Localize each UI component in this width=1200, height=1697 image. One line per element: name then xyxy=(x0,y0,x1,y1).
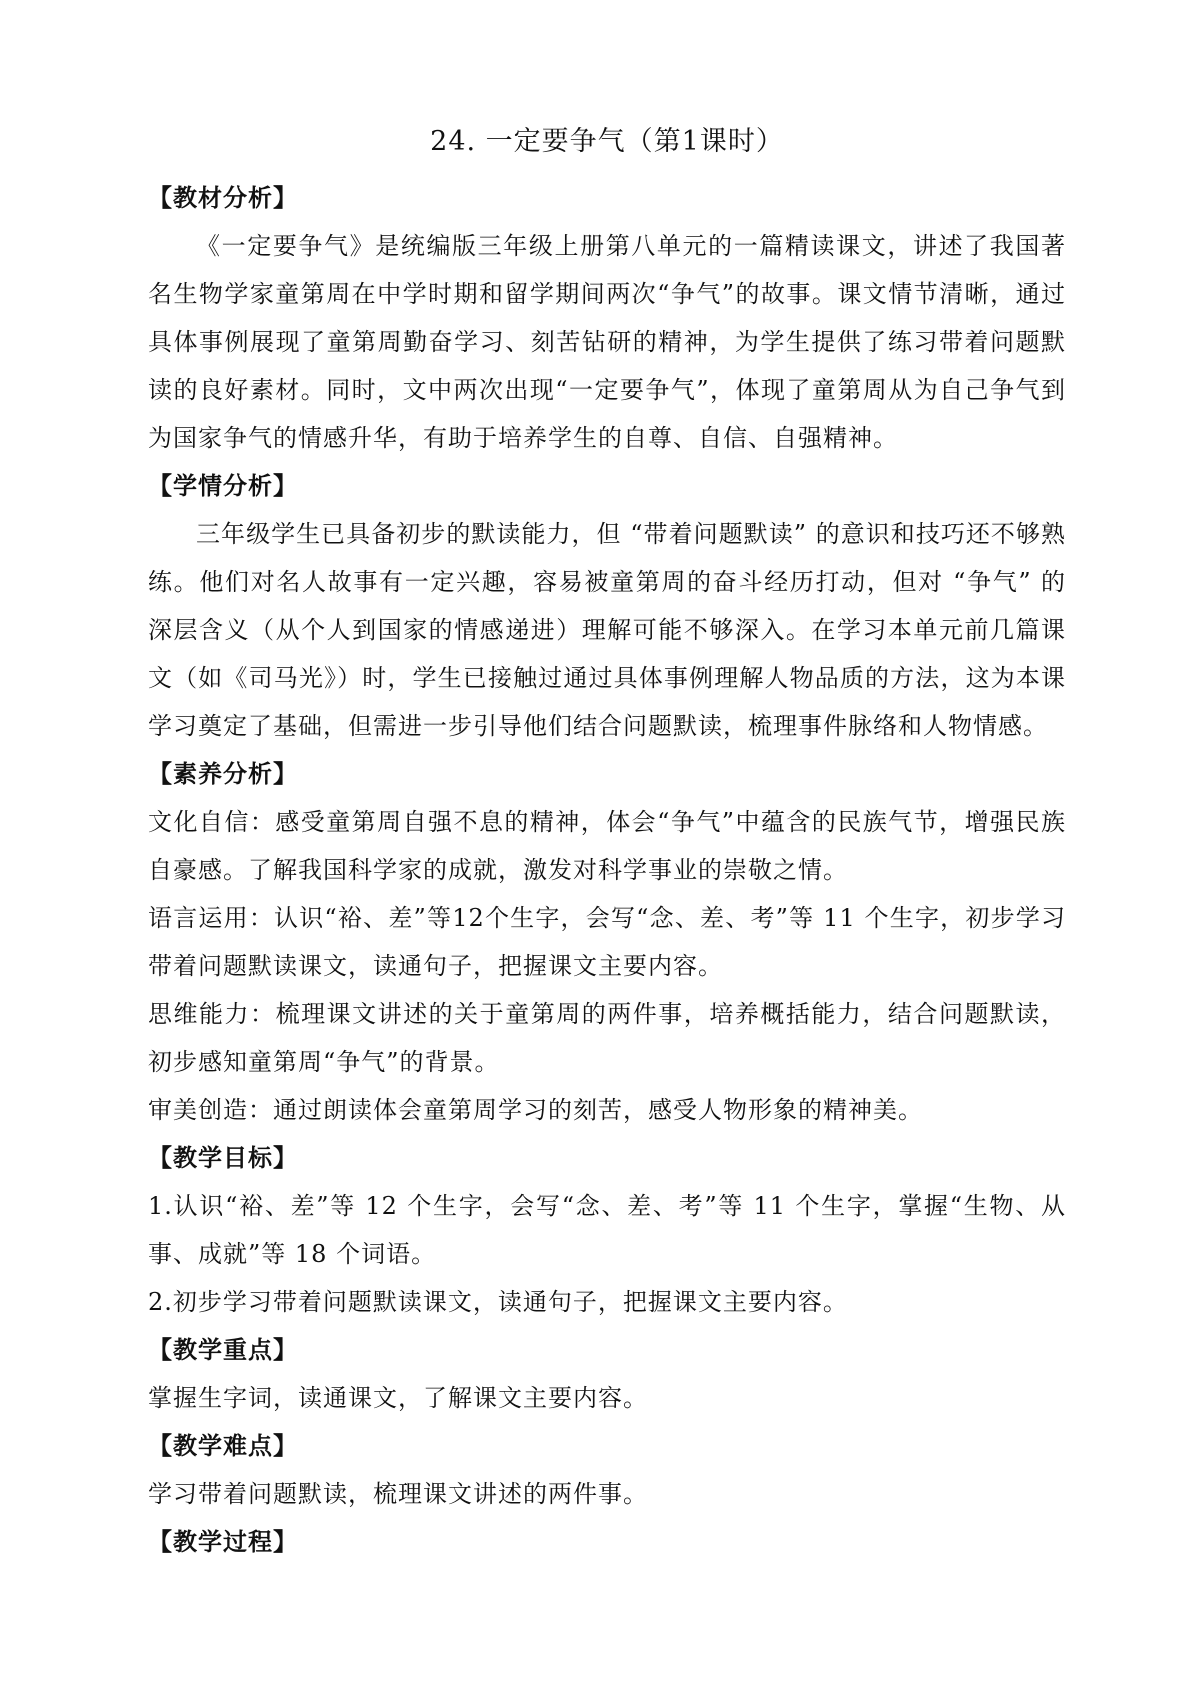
section-heading: 【教学过程】 xyxy=(148,1528,298,1556)
paragraph: 三年级学生已具备初步的默读能力，但 “带着问题默读” 的意识和技巧还不够熟练。他们对名人故事有一定兴趣，容易被童第周的奋斗经历打动，但对 “争气” 的深层含义（从个人到国家的情感递进）理解可能不够深入。在学习本单元前几篇课文（如《司马光》）时，学生已接触过通过具体事例理解人物品质的方法，这为本课学习奠定了基础，但需进一步引导他们结合问题默读，梳理事件脉络和人物情感。 xyxy=(148,520,1066,740)
section-heading: 【教学目标】 xyxy=(148,1144,298,1172)
section-learner-analysis xyxy=(148,462,1066,750)
paragraph-aesthetic-creation: 审美创造：通过朗读体会童第周学习的刻苦，感受人物形象的精神美。 xyxy=(148,1096,923,1124)
paragraph-thinking-ability: 思维能力：梳理课文讲述的关于童第周的两件事，培养概括能力，结合问题默读，初步感知童第周“争气”的背景。 xyxy=(148,1000,1066,1076)
section-heading: 【学情分析】 xyxy=(148,472,298,500)
section-heading: 【素养分析】 xyxy=(148,760,298,788)
document-title: 24. 一定要争气（第1课时） xyxy=(430,126,784,157)
paragraph: 学习带着问题默读，梳理课文讲述的两件事。 xyxy=(148,1480,648,1508)
section-teaching-process xyxy=(148,1518,1066,1566)
document-page xyxy=(148,118,1066,1566)
goal-item: 1.认识“裕、差”等 12 个生字，会写“念、差、考”等 11 个生字，掌握“生物、从事、成就”等 18 个词语。 xyxy=(148,1192,1066,1268)
paragraph-language-use: 语言运用：认识“裕、差”等12个生字，会写“念、差、考”等 11 个生字，初步学习带着问题默读课文，读通句子，把握课文主要内容。 xyxy=(148,904,1066,980)
paragraph: 掌握生字词，读通课文，了解课文主要内容。 xyxy=(148,1384,648,1412)
paragraph-cultural-confidence: 文化自信：感受童第周自强不息的精神，体会“争气”中蕴含的民族气节，增强民族自豪感。了解我国科学家的成就，激发对科学事业的崇敬之情。 xyxy=(148,808,1066,884)
section-heading: 【教材分析】 xyxy=(148,184,298,212)
section-heading: 【教学重点】 xyxy=(148,1336,298,1364)
section-heading: 【教学难点】 xyxy=(148,1432,298,1460)
paragraph: 《一定要争气》是统编版三年级上册第八单元的一篇精读课文，讲述了我国著名生物学家童第周在中学时期和留学期间两次“争气”的故事。课文情节清晰，通过具体事例展现了童第周勤奋学习、刻苦钻研的精神，为学生提供了练习带着问题默读的良好素材。同时，文中两次出现“一定要争气”，体现了童第周从为自己争气到为国家争气的情感升华，有助于培养学生的自尊、自信、自强精神。 xyxy=(148,232,1066,452)
section-teaching-goals xyxy=(148,1134,1066,1326)
section-teaching-difficulty xyxy=(148,1422,1066,1518)
section-teaching-focus xyxy=(148,1326,1066,1422)
section-textbook-analysis xyxy=(148,174,1066,462)
section-competency-analysis xyxy=(148,750,1066,1134)
goal-item: 2.初步学习带着问题默读课文，读通句子，把握课文主要内容。 xyxy=(148,1288,848,1316)
